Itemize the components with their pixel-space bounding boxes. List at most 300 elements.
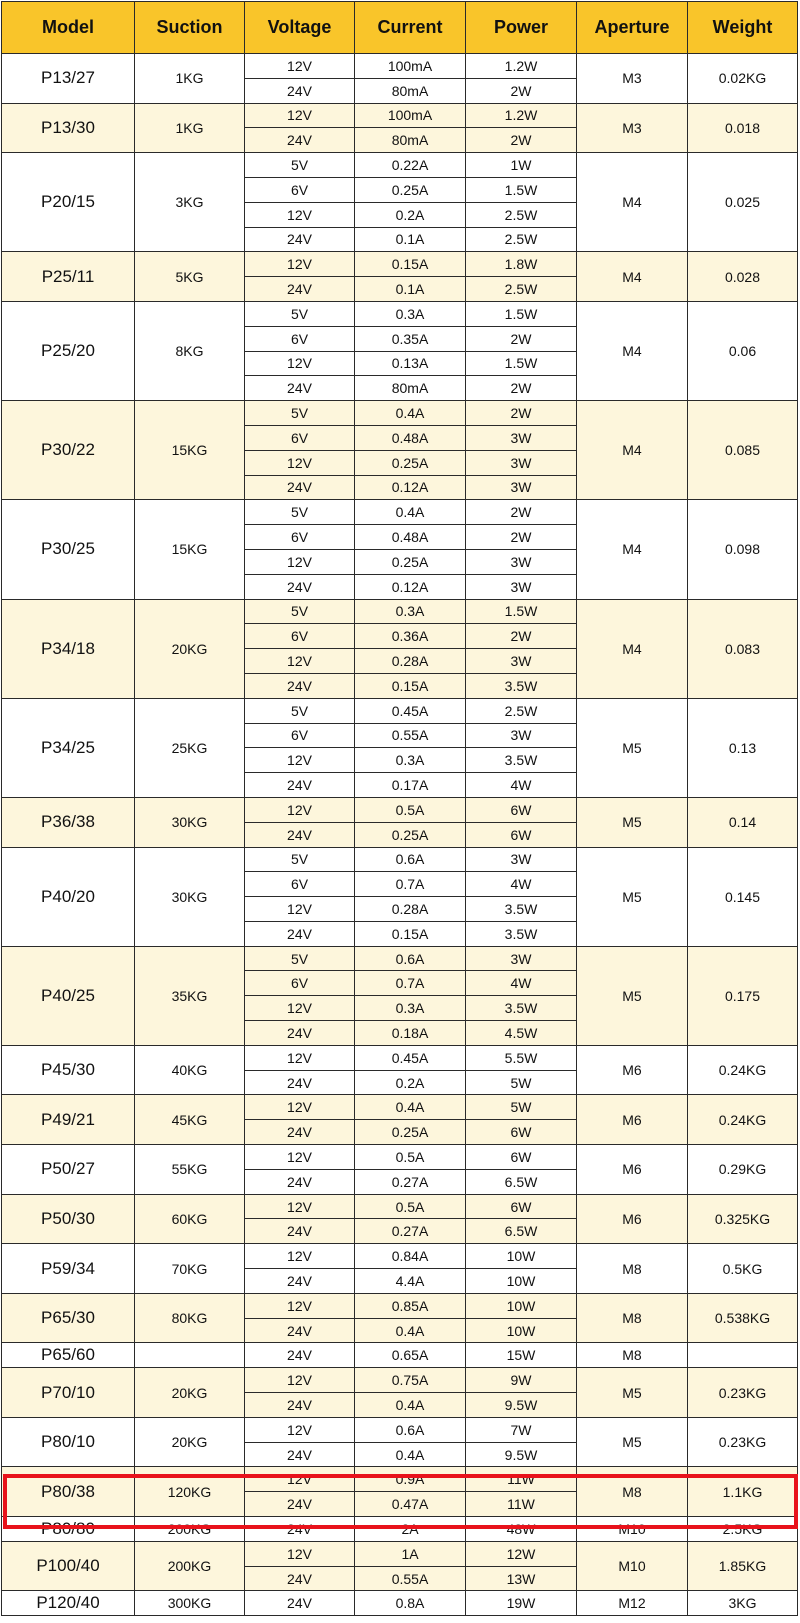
table-row bbox=[2, 153, 798, 178]
voltage-cell: 24V bbox=[245, 574, 355, 599]
power-cell: 2.5W bbox=[466, 698, 577, 723]
table-row bbox=[2, 1194, 798, 1219]
weight-cell: 0.538KG bbox=[688, 1293, 798, 1343]
aperture-cell: M5 bbox=[577, 946, 688, 1045]
current-cell: 0.55A bbox=[355, 1566, 466, 1591]
table-row bbox=[2, 1293, 798, 1318]
current-cell: 0.15A bbox=[355, 252, 466, 277]
header-aperture: Aperture bbox=[577, 2, 688, 54]
table-row bbox=[2, 1145, 798, 1170]
power-cell: 6.5W bbox=[466, 1219, 577, 1244]
weight-cell: 0.13 bbox=[688, 698, 798, 797]
table-body bbox=[2, 54, 798, 1616]
current-cell: 0.1A bbox=[355, 227, 466, 252]
power-cell: 1.5W bbox=[466, 301, 577, 326]
power-cell: 2W bbox=[466, 525, 577, 550]
model-cell: P25/11 bbox=[2, 252, 135, 302]
voltage-cell: 12V bbox=[245, 748, 355, 773]
weight-cell: 3KG bbox=[688, 1591, 798, 1616]
power-cell: 11W bbox=[466, 1467, 577, 1492]
current-cell: 80mA bbox=[355, 376, 466, 401]
model-cell: P50/27 bbox=[2, 1145, 135, 1195]
voltage-cell: 24V bbox=[245, 277, 355, 302]
current-cell: 0.6A bbox=[355, 946, 466, 971]
voltage-cell: 24V bbox=[245, 921, 355, 946]
voltage-cell: 12V bbox=[245, 897, 355, 922]
power-cell: 6W bbox=[466, 822, 577, 847]
power-cell: 1.5W bbox=[466, 599, 577, 624]
suction-cell: 20KG bbox=[135, 1417, 245, 1467]
power-cell: 9.5W bbox=[466, 1442, 577, 1467]
current-cell: 0.25A bbox=[355, 177, 466, 202]
header-weight: Weight bbox=[688, 2, 798, 54]
weight-cell: 0.028 bbox=[688, 252, 798, 302]
weight-cell: 0.14 bbox=[688, 797, 798, 847]
voltage-cell: 12V bbox=[245, 797, 355, 822]
power-cell: 3.5W bbox=[466, 996, 577, 1021]
current-cell: 0.7A bbox=[355, 872, 466, 897]
suction-cell: 1KG bbox=[135, 54, 245, 104]
voltage-cell: 24V bbox=[245, 128, 355, 153]
table-row bbox=[2, 1045, 798, 1070]
weight-cell: 0.145 bbox=[688, 847, 798, 946]
header-current: Current bbox=[355, 2, 466, 54]
power-cell: 2W bbox=[466, 500, 577, 525]
power-cell: 4W bbox=[466, 872, 577, 897]
voltage-cell: 24V bbox=[245, 1492, 355, 1517]
voltage-cell: 24V bbox=[245, 1566, 355, 1591]
current-cell: 0.9A bbox=[355, 1467, 466, 1492]
model-cell: P40/25 bbox=[2, 946, 135, 1045]
power-cell: 10W bbox=[466, 1293, 577, 1318]
suction-cell: 30KG bbox=[135, 847, 245, 946]
model-cell: P59/34 bbox=[2, 1244, 135, 1294]
current-cell: 0.4A bbox=[355, 500, 466, 525]
table-row bbox=[2, 103, 798, 128]
model-cell: P13/27 bbox=[2, 54, 135, 104]
current-cell: 100mA bbox=[355, 103, 466, 128]
voltage-cell: 5V bbox=[245, 500, 355, 525]
current-cell: 0.15A bbox=[355, 921, 466, 946]
aperture-cell: M8 bbox=[577, 1293, 688, 1343]
weight-cell: 0.5KG bbox=[688, 1244, 798, 1294]
voltage-cell: 12V bbox=[245, 1095, 355, 1120]
current-cell: 0.45A bbox=[355, 1045, 466, 1070]
aperture-cell: M8 bbox=[577, 1244, 688, 1294]
current-cell: 0.85A bbox=[355, 1293, 466, 1318]
suction-cell: 35KG bbox=[135, 946, 245, 1045]
aperture-cell: M4 bbox=[577, 500, 688, 599]
model-cell: P70/10 bbox=[2, 1368, 135, 1418]
current-cell: 0.13A bbox=[355, 351, 466, 376]
voltage-cell: 24V bbox=[245, 1318, 355, 1343]
power-cell: 6W bbox=[466, 1120, 577, 1145]
suction-cell: 20KG bbox=[135, 1368, 245, 1418]
table-row bbox=[2, 1417, 798, 1442]
current-cell: 0.12A bbox=[355, 475, 466, 500]
current-cell: 0.7A bbox=[355, 971, 466, 996]
suction-cell: 20KG bbox=[135, 599, 245, 698]
model-cell: P80/10 bbox=[2, 1417, 135, 1467]
power-cell: 2.5W bbox=[466, 277, 577, 302]
current-cell: 0.25A bbox=[355, 822, 466, 847]
current-cell: 0.1A bbox=[355, 277, 466, 302]
aperture-cell: M4 bbox=[577, 252, 688, 302]
power-cell: 7W bbox=[466, 1417, 577, 1442]
table-row bbox=[2, 1368, 798, 1393]
power-cell: 9W bbox=[466, 1368, 577, 1393]
power-cell: 6.5W bbox=[466, 1169, 577, 1194]
table-row bbox=[2, 946, 798, 971]
table-row bbox=[2, 1517, 798, 1542]
power-cell: 6W bbox=[466, 1194, 577, 1219]
model-cell: P34/18 bbox=[2, 599, 135, 698]
current-cell: 80mA bbox=[355, 78, 466, 103]
current-cell: 0.8A bbox=[355, 1591, 466, 1616]
table-row bbox=[2, 301, 798, 326]
current-cell: 0.35A bbox=[355, 326, 466, 351]
power-cell: 4W bbox=[466, 971, 577, 996]
voltage-cell: 12V bbox=[245, 1541, 355, 1566]
table-row bbox=[2, 1591, 798, 1616]
weight-cell: 0.24KG bbox=[688, 1045, 798, 1095]
voltage-cell: 12V bbox=[245, 202, 355, 227]
voltage-cell: 24V bbox=[245, 1070, 355, 1095]
aperture-cell: M10 bbox=[577, 1541, 688, 1591]
aperture-cell: M4 bbox=[577, 401, 688, 500]
voltage-cell: 5V bbox=[245, 301, 355, 326]
suction-cell: 30KG bbox=[135, 797, 245, 847]
model-cell: P30/22 bbox=[2, 401, 135, 500]
power-cell: 1.5W bbox=[466, 177, 577, 202]
power-cell: 3W bbox=[466, 425, 577, 450]
power-cell: 3W bbox=[466, 649, 577, 674]
voltage-cell: 12V bbox=[245, 996, 355, 1021]
weight-cell: 2.5KG bbox=[688, 1517, 798, 1542]
voltage-cell: 12V bbox=[245, 1467, 355, 1492]
header-power: Power bbox=[466, 2, 577, 54]
table-row bbox=[2, 797, 798, 822]
aperture-cell: M12 bbox=[577, 1591, 688, 1616]
current-cell: 0.6A bbox=[355, 1417, 466, 1442]
voltage-cell: 24V bbox=[245, 1120, 355, 1145]
suction-cell: 25KG bbox=[135, 698, 245, 797]
power-cell: 1.2W bbox=[466, 54, 577, 79]
current-cell: 2A bbox=[355, 1517, 466, 1542]
weight-cell: 0.098 bbox=[688, 500, 798, 599]
suction-cell: 60KG bbox=[135, 1194, 245, 1244]
model-cell: P36/38 bbox=[2, 797, 135, 847]
weight-cell: 0.23KG bbox=[688, 1368, 798, 1418]
current-cell: 0.12A bbox=[355, 574, 466, 599]
aperture-cell: M3 bbox=[577, 54, 688, 104]
header-model: Model bbox=[2, 2, 135, 54]
table-row bbox=[2, 401, 798, 426]
aperture-cell: M8 bbox=[577, 1467, 688, 1517]
power-cell: 2W bbox=[466, 128, 577, 153]
voltage-cell: 12V bbox=[245, 351, 355, 376]
voltage-cell: 12V bbox=[245, 1417, 355, 1442]
voltage-cell: 24V bbox=[245, 822, 355, 847]
power-cell: 4.5W bbox=[466, 1021, 577, 1046]
suction-cell: 15KG bbox=[135, 401, 245, 500]
model-cell: P100/40 bbox=[2, 1541, 135, 1591]
voltage-cell: 12V bbox=[245, 103, 355, 128]
power-cell: 3.5W bbox=[466, 748, 577, 773]
suction-cell bbox=[135, 1343, 245, 1368]
weight-cell: 0.29KG bbox=[688, 1145, 798, 1195]
aperture-cell: M5 bbox=[577, 847, 688, 946]
voltage-cell: 5V bbox=[245, 599, 355, 624]
power-cell: 3.5W bbox=[466, 673, 577, 698]
suction-cell: 8KG bbox=[135, 301, 245, 400]
voltage-cell: 24V bbox=[245, 1517, 355, 1542]
current-cell: 0.22A bbox=[355, 153, 466, 178]
current-cell: 0.75A bbox=[355, 1368, 466, 1393]
model-cell: P120/40 bbox=[2, 1591, 135, 1616]
table-row bbox=[2, 847, 798, 872]
header-row bbox=[2, 2, 798, 54]
current-cell: 0.5A bbox=[355, 1194, 466, 1219]
aperture-cell: M10 bbox=[577, 1517, 688, 1542]
aperture-cell: M5 bbox=[577, 698, 688, 797]
aperture-cell: M6 bbox=[577, 1095, 688, 1145]
power-cell: 15W bbox=[466, 1343, 577, 1368]
voltage-cell: 24V bbox=[245, 1219, 355, 1244]
current-cell: 0.25A bbox=[355, 450, 466, 475]
table-row bbox=[2, 500, 798, 525]
suction-cell: 5KG bbox=[135, 252, 245, 302]
current-cell: 0.48A bbox=[355, 425, 466, 450]
suction-cell: 200KG bbox=[135, 1517, 245, 1542]
aperture-cell: M8 bbox=[577, 1343, 688, 1368]
voltage-cell: 6V bbox=[245, 624, 355, 649]
aperture-cell: M6 bbox=[577, 1145, 688, 1195]
current-cell: 0.4A bbox=[355, 1442, 466, 1467]
aperture-cell: M6 bbox=[577, 1194, 688, 1244]
current-cell: 80mA bbox=[355, 128, 466, 153]
voltage-cell: 5V bbox=[245, 698, 355, 723]
suction-cell: 70KG bbox=[135, 1244, 245, 1294]
voltage-cell: 5V bbox=[245, 401, 355, 426]
voltage-cell: 12V bbox=[245, 1045, 355, 1070]
voltage-cell: 12V bbox=[245, 1244, 355, 1269]
voltage-cell: 6V bbox=[245, 723, 355, 748]
aperture-cell: M4 bbox=[577, 301, 688, 400]
voltage-cell: 24V bbox=[245, 227, 355, 252]
power-cell: 1.8W bbox=[466, 252, 577, 277]
model-cell: P25/20 bbox=[2, 301, 135, 400]
current-cell: 0.3A bbox=[355, 748, 466, 773]
model-cell: P34/25 bbox=[2, 698, 135, 797]
suction-cell: 15KG bbox=[135, 500, 245, 599]
power-cell: 3W bbox=[466, 847, 577, 872]
weight-cell: 0.23KG bbox=[688, 1417, 798, 1467]
current-cell: 0.27A bbox=[355, 1219, 466, 1244]
current-cell: 0.25A bbox=[355, 1120, 466, 1145]
suction-cell: 55KG bbox=[135, 1145, 245, 1195]
model-cell: P13/30 bbox=[2, 103, 135, 153]
suction-cell: 80KG bbox=[135, 1293, 245, 1343]
voltage-cell: 24V bbox=[245, 1269, 355, 1294]
current-cell: 0.4A bbox=[355, 1095, 466, 1120]
suction-cell: 1KG bbox=[135, 103, 245, 153]
current-cell: 0.5A bbox=[355, 1145, 466, 1170]
power-cell: 9.5W bbox=[466, 1393, 577, 1418]
voltage-cell: 12V bbox=[245, 54, 355, 79]
current-cell: 0.27A bbox=[355, 1169, 466, 1194]
power-cell: 2W bbox=[466, 624, 577, 649]
header-voltage: Voltage bbox=[245, 2, 355, 54]
voltage-cell: 12V bbox=[245, 450, 355, 475]
voltage-cell: 24V bbox=[245, 1169, 355, 1194]
power-cell: 3W bbox=[466, 574, 577, 599]
power-cell: 10W bbox=[466, 1318, 577, 1343]
weight-cell: 0.325KG bbox=[688, 1194, 798, 1244]
weight-cell: 0.085 bbox=[688, 401, 798, 500]
current-cell: 0.17A bbox=[355, 773, 466, 798]
weight-cell: 0.025 bbox=[688, 153, 798, 252]
voltage-cell: 12V bbox=[245, 1368, 355, 1393]
suction-cell: 3KG bbox=[135, 153, 245, 252]
voltage-cell: 6V bbox=[245, 872, 355, 897]
aperture-cell: M4 bbox=[577, 599, 688, 698]
voltage-cell: 24V bbox=[245, 376, 355, 401]
table-row bbox=[2, 1095, 798, 1120]
current-cell: 0.2A bbox=[355, 202, 466, 227]
current-cell: 0.45A bbox=[355, 698, 466, 723]
current-cell: 4.4A bbox=[355, 1269, 466, 1294]
voltage-cell: 12V bbox=[245, 649, 355, 674]
current-cell: 1A bbox=[355, 1541, 466, 1566]
power-cell: 1.2W bbox=[466, 103, 577, 128]
power-cell: 5W bbox=[466, 1095, 577, 1120]
weight-cell: 1.85KG bbox=[688, 1541, 798, 1591]
power-cell: 48W bbox=[466, 1517, 577, 1542]
voltage-cell: 6V bbox=[245, 425, 355, 450]
table-row bbox=[2, 1467, 798, 1492]
model-cell: P65/60 bbox=[2, 1343, 135, 1368]
voltage-cell: 6V bbox=[245, 525, 355, 550]
power-cell: 5W bbox=[466, 1070, 577, 1095]
voltage-cell: 5V bbox=[245, 847, 355, 872]
aperture-cell: M3 bbox=[577, 103, 688, 153]
power-cell: 3W bbox=[466, 549, 577, 574]
voltage-cell: 24V bbox=[245, 773, 355, 798]
weight-cell bbox=[688, 1343, 798, 1368]
voltage-cell: 24V bbox=[245, 673, 355, 698]
model-cell: P49/21 bbox=[2, 1095, 135, 1145]
power-cell: 1W bbox=[466, 153, 577, 178]
suction-cell: 120KG bbox=[135, 1467, 245, 1517]
current-cell: 0.3A bbox=[355, 599, 466, 624]
model-cell: P20/15 bbox=[2, 153, 135, 252]
voltage-cell: 5V bbox=[245, 153, 355, 178]
table-row bbox=[2, 1541, 798, 1566]
power-cell: 3W bbox=[466, 723, 577, 748]
aperture-cell: M5 bbox=[577, 1417, 688, 1467]
power-cell: 10W bbox=[466, 1269, 577, 1294]
power-cell: 12W bbox=[466, 1541, 577, 1566]
aperture-cell: M4 bbox=[577, 153, 688, 252]
voltage-cell: 12V bbox=[245, 252, 355, 277]
weight-cell: 1.1KG bbox=[688, 1467, 798, 1517]
suction-cell: 300KG bbox=[135, 1591, 245, 1616]
model-cell: P40/20 bbox=[2, 847, 135, 946]
current-cell: 0.28A bbox=[355, 897, 466, 922]
power-cell: 19W bbox=[466, 1591, 577, 1616]
voltage-cell: 12V bbox=[245, 1293, 355, 1318]
current-cell: 0.15A bbox=[355, 673, 466, 698]
power-cell: 10W bbox=[466, 1244, 577, 1269]
model-cell: P80/80 bbox=[2, 1517, 135, 1542]
voltage-cell: 12V bbox=[245, 549, 355, 574]
weight-cell: 0.175 bbox=[688, 946, 798, 1045]
aperture-cell: M6 bbox=[577, 1045, 688, 1095]
voltage-cell: 12V bbox=[245, 1145, 355, 1170]
current-cell: 0.6A bbox=[355, 847, 466, 872]
power-cell: 6W bbox=[466, 1145, 577, 1170]
current-cell: 0.36A bbox=[355, 624, 466, 649]
current-cell: 0.4A bbox=[355, 401, 466, 426]
voltage-cell: 6V bbox=[245, 177, 355, 202]
power-cell: 3.5W bbox=[466, 921, 577, 946]
current-cell: 0.47A bbox=[355, 1492, 466, 1517]
current-cell: 0.2A bbox=[355, 1070, 466, 1095]
current-cell: 0.4A bbox=[355, 1318, 466, 1343]
voltage-cell: 6V bbox=[245, 971, 355, 996]
power-cell: 3W bbox=[466, 475, 577, 500]
suction-cell: 40KG bbox=[135, 1045, 245, 1095]
table-row bbox=[2, 599, 798, 624]
power-cell: 2W bbox=[466, 78, 577, 103]
weight-cell: 0.24KG bbox=[688, 1095, 798, 1145]
voltage-cell: 12V bbox=[245, 1194, 355, 1219]
spec-table bbox=[1, 1, 798, 1616]
power-cell: 2W bbox=[466, 326, 577, 351]
model-cell: P45/30 bbox=[2, 1045, 135, 1095]
power-cell: 2.5W bbox=[466, 202, 577, 227]
model-cell: P65/30 bbox=[2, 1293, 135, 1343]
current-cell: 0.3A bbox=[355, 996, 466, 1021]
power-cell: 3.5W bbox=[466, 897, 577, 922]
weight-cell: 0.06 bbox=[688, 301, 798, 400]
model-cell: P30/25 bbox=[2, 500, 135, 599]
table-row bbox=[2, 1244, 798, 1269]
current-cell: 0.55A bbox=[355, 723, 466, 748]
table-row bbox=[2, 252, 798, 277]
weight-cell: 0.018 bbox=[688, 103, 798, 153]
power-cell: 5.5W bbox=[466, 1045, 577, 1070]
voltage-cell: 24V bbox=[245, 78, 355, 103]
current-cell: 0.18A bbox=[355, 1021, 466, 1046]
voltage-cell: 5V bbox=[245, 946, 355, 971]
suction-cell: 45KG bbox=[135, 1095, 245, 1145]
table-row bbox=[2, 1343, 798, 1368]
current-cell: 0.5A bbox=[355, 797, 466, 822]
voltage-cell: 24V bbox=[245, 475, 355, 500]
power-cell: 11W bbox=[466, 1492, 577, 1517]
table-row bbox=[2, 54, 798, 79]
weight-cell: 0.083 bbox=[688, 599, 798, 698]
table-row bbox=[2, 698, 798, 723]
current-cell: 0.48A bbox=[355, 525, 466, 550]
current-cell: 0.28A bbox=[355, 649, 466, 674]
suction-cell: 200KG bbox=[135, 1541, 245, 1591]
current-cell: 0.25A bbox=[355, 549, 466, 574]
current-cell: 0.3A bbox=[355, 301, 466, 326]
voltage-cell: 24V bbox=[245, 1442, 355, 1467]
